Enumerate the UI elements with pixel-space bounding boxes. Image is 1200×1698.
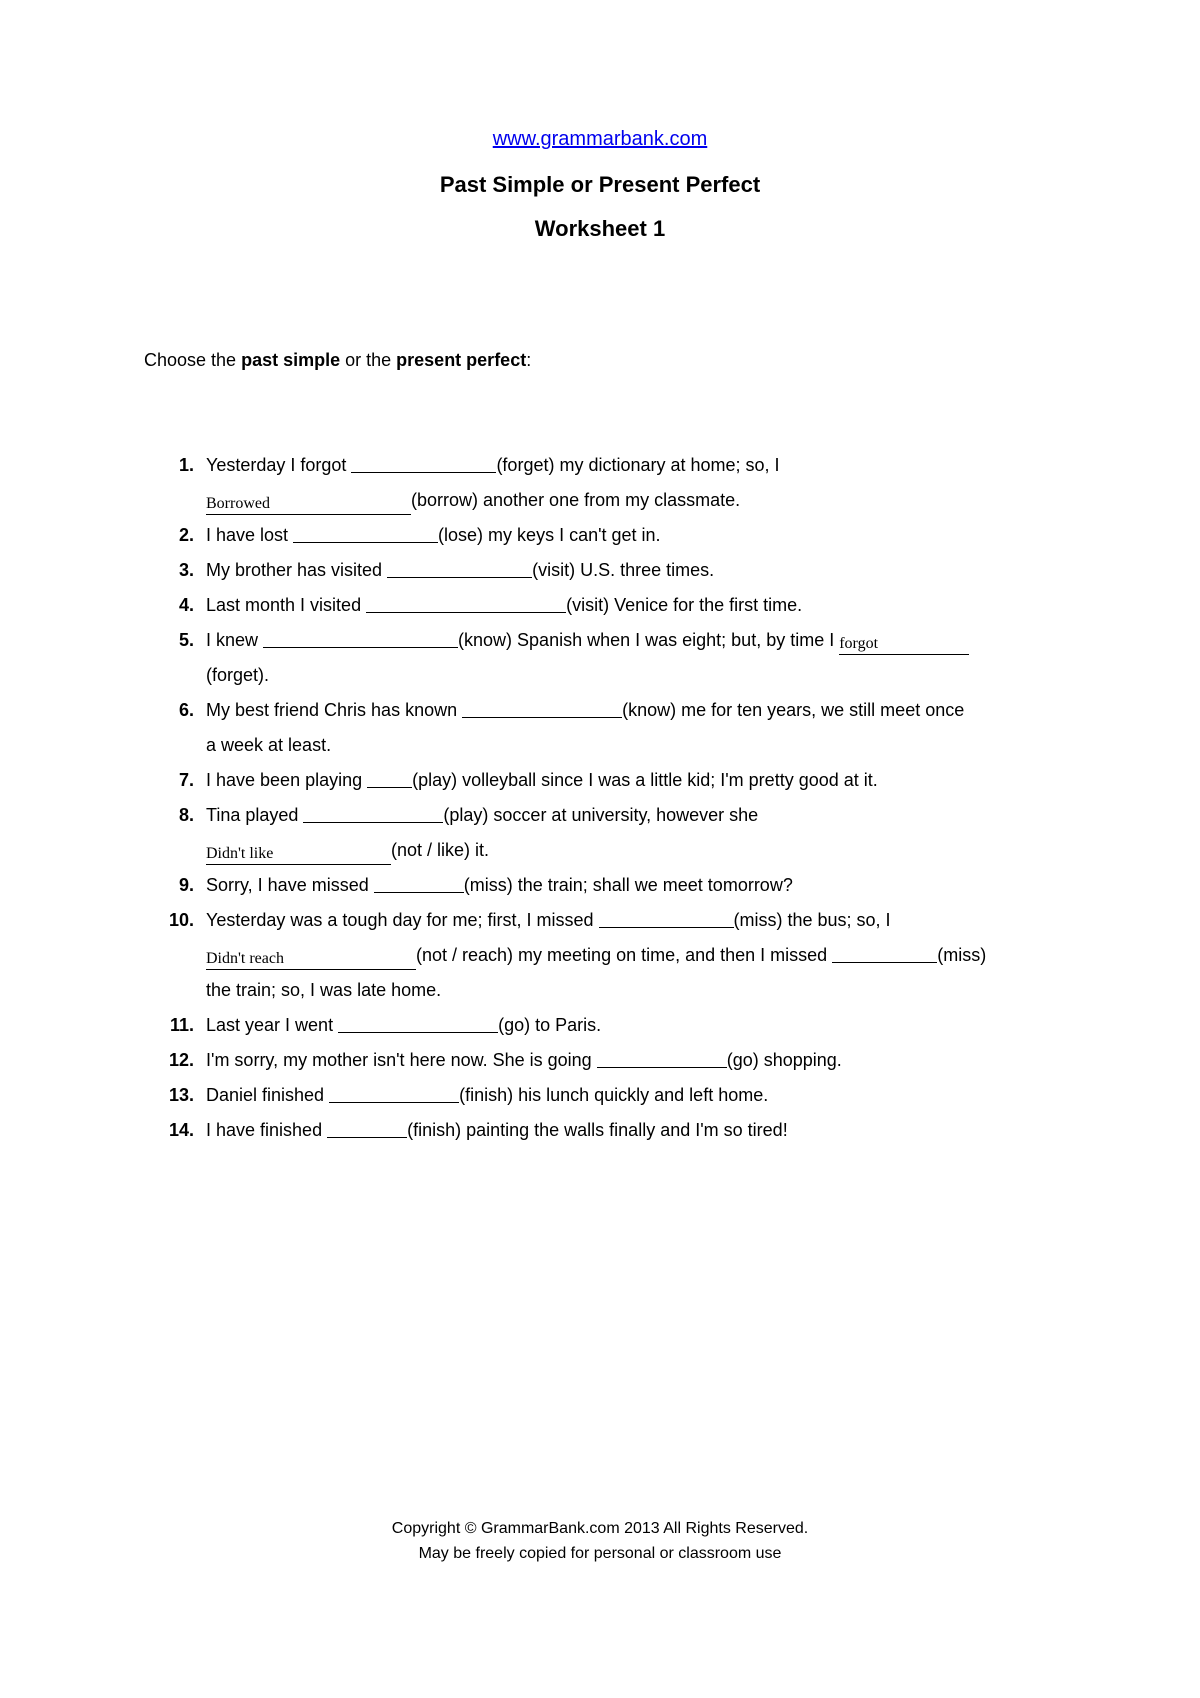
instructions-term-past-simple: past simple (241, 350, 341, 370)
exercise-text-segment: I have finished (206, 1120, 328, 1140)
worksheet-subtitle: Worksheet 1 (534, 216, 666, 241)
exercise-text (206, 1113, 1060, 1148)
exercise-text-segment: I knew (206, 630, 264, 650)
footer-copyright: Copyright © GrammarBank.com 2013 All Rights Reserved. (391, 1520, 809, 1537)
exercise-item (170, 448, 1060, 518)
answer-blank[interactable] (327, 1117, 407, 1138)
exercise-line (206, 973, 1060, 1008)
exercise-list (170, 448, 1060, 1148)
exercise-text-segment: (finish) painting the walls finally and I'm so tired! (407, 1120, 788, 1140)
exercise-text-segment: Sorry, I have missed (206, 875, 374, 895)
exercise-line (206, 553, 1060, 588)
exercise-text-segment: (miss) the bus; so, I (733, 910, 891, 930)
exercise-text-segment: My brother has visited (206, 560, 388, 580)
exercise-text (206, 448, 1060, 518)
exercise-number: 6. (178, 700, 194, 720)
exercise-number: 5. (178, 630, 194, 650)
exercise-text-segment: I have lost (206, 525, 294, 545)
instructions (144, 350, 531, 371)
worksheet-title: Past Simple or Present Perfect (439, 172, 761, 197)
exercise-text-segment: Last month I visited (206, 595, 367, 615)
filled-answer[interactable]: Didn't like (206, 844, 391, 865)
exercise-text-segment: (play) soccer at university, however she (443, 805, 759, 825)
exercise-item (170, 868, 1060, 903)
exercise-item (170, 623, 1060, 693)
exercise-text-segment: Yesterday I forgot (206, 455, 352, 475)
exercise-text-segment: (visit) U.S. three times. (532, 560, 715, 580)
exercise-text (206, 903, 1060, 1008)
exercise-text-segment: a week at least. (206, 735, 332, 755)
exercise-text-segment: (not / like) it. (391, 840, 490, 860)
exercise-text (206, 1043, 1060, 1078)
exercise-item (170, 518, 1060, 553)
exercise-number: 2. (178, 525, 194, 545)
answer-blank[interactable] (462, 697, 622, 718)
exercise-text-segment: (forget). (206, 665, 270, 685)
filled-answer[interactable]: Borrowed (206, 494, 411, 515)
exercise-number: 4. (178, 595, 194, 615)
exercise-item (170, 1113, 1060, 1148)
exercise-text-segment: Yesterday was a tough day for me; first, I missed (206, 910, 599, 930)
exercise-line (206, 483, 1060, 518)
exercise-text-segment: (go) to Paris. (498, 1015, 602, 1035)
exercise-number: 11. (169, 1015, 194, 1035)
exercise-text (206, 693, 1060, 763)
exercise-line (206, 938, 1060, 973)
exercise-text-segment: (not / reach) my meeting on time, and then I missed (416, 945, 833, 965)
exercise-line (206, 1078, 1060, 1113)
instructions-prefix: Choose the (144, 350, 242, 370)
exercise-text-segment: (visit) Venice for the first time. (566, 595, 803, 615)
answer-blank[interactable] (367, 767, 412, 788)
exercise-line (206, 833, 1060, 868)
exercise-text (206, 1078, 1060, 1113)
exercise-number: 14. (168, 1120, 194, 1140)
instructions-suffix: : (526, 350, 532, 370)
exercise-number: 13. (168, 1085, 194, 1105)
exercise-item (170, 763, 1060, 798)
exercise-line (206, 518, 1060, 553)
exercise-text-segment: My best friend Chris has known (206, 700, 463, 720)
exercise-text-segment: (go) shopping. (726, 1050, 842, 1070)
exercise-number: 3. (178, 560, 194, 580)
exercise-line (206, 693, 1060, 728)
site-link[interactable]: www.grammarbank.com (492, 128, 708, 150)
exercise-text-segment: (miss) the train; shall we meet tomorrow? (463, 875, 793, 895)
exercise-text-segment: (lose) my keys I can't get in. (438, 525, 661, 545)
exercise-text-segment: (know) me for ten years, we still meet once (622, 700, 965, 720)
answer-blank[interactable] (387, 557, 532, 578)
exercise-text-segment: (forget) my dictionary at home; so, I (496, 455, 780, 475)
instructions-term-present-perfect: present perfect (396, 350, 527, 370)
exercise-number: 12. (168, 1050, 194, 1070)
exercise-line (206, 1113, 1060, 1148)
exercise-line (206, 868, 1060, 903)
exercise-number: 1. (178, 455, 194, 475)
exercise-text-segment: I have been playing (206, 770, 368, 790)
exercise-text (206, 623, 1060, 693)
exercise-text (206, 798, 1060, 868)
exercise-text (206, 588, 1060, 623)
answer-blank[interactable] (338, 1012, 498, 1033)
exercise-line (206, 448, 1060, 483)
exercise-item (170, 903, 1060, 1008)
answer-blank[interactable] (303, 802, 443, 823)
footer-usage: May be freely copied for personal or classroom use (418, 1545, 782, 1562)
exercise-text-segment: the train; so, I was late home. (206, 980, 442, 1000)
answer-blank[interactable] (374, 872, 464, 893)
exercise-item (170, 1043, 1060, 1078)
instructions-middle: or the (340, 350, 397, 370)
exercise-text-segment: Daniel finished (206, 1085, 330, 1105)
exercise-number: 8. (178, 805, 194, 825)
answer-blank[interactable] (263, 627, 458, 648)
answer-blank[interactable] (832, 942, 937, 963)
exercise-line (206, 588, 1060, 623)
answer-blank[interactable] (351, 452, 496, 473)
exercise-number: 10. (168, 910, 194, 930)
exercise-line (206, 1043, 1060, 1078)
exercise-text-segment: I'm sorry, my mother isn't here now. She is going (206, 1050, 597, 1070)
exercise-text (206, 763, 1060, 798)
answer-blank[interactable] (293, 522, 438, 543)
exercise-line (206, 798, 1060, 833)
exercise-text (206, 1008, 1060, 1043)
exercise-item (170, 553, 1060, 588)
exercise-item (170, 1078, 1060, 1113)
exercise-number: 7. (178, 770, 194, 790)
exercise-item (170, 1008, 1060, 1043)
exercise-line (206, 1008, 1060, 1043)
exercise-line (206, 763, 1060, 798)
exercise-text-segment: (know) Spanish when I was eight; but, by time I (458, 630, 840, 650)
exercise-line (206, 623, 1060, 658)
exercise-text-segment: (borrow) another one from my classmate. (411, 490, 741, 510)
filled-answer[interactable]: forgot (839, 634, 969, 655)
answer-blank[interactable] (597, 1047, 727, 1068)
answer-blank[interactable] (329, 1082, 459, 1103)
exercise-item (170, 798, 1060, 868)
answer-blank[interactable] (599, 907, 734, 928)
exercise-text-segment: (play) volleyball since I was a little kid; I'm pretty good at it. (412, 770, 878, 790)
exercise-text (206, 553, 1060, 588)
exercise-line (206, 728, 1060, 763)
exercise-item (170, 693, 1060, 763)
filled-answer[interactable]: Didn't reach (206, 949, 416, 970)
exercise-line (206, 658, 1060, 693)
exercise-item (170, 588, 1060, 623)
exercise-text (206, 518, 1060, 553)
exercise-text-segment: (miss) (937, 945, 987, 965)
exercise-number: 9. (178, 875, 194, 895)
exercise-line (206, 903, 1060, 938)
exercise-text (206, 868, 1060, 903)
answer-blank[interactable] (366, 592, 566, 613)
exercise-text-segment: Last year I went (206, 1015, 339, 1035)
exercise-text-segment: Tina played (206, 805, 304, 825)
exercise-text-segment: (finish) his lunch quickly and left home. (459, 1085, 769, 1105)
